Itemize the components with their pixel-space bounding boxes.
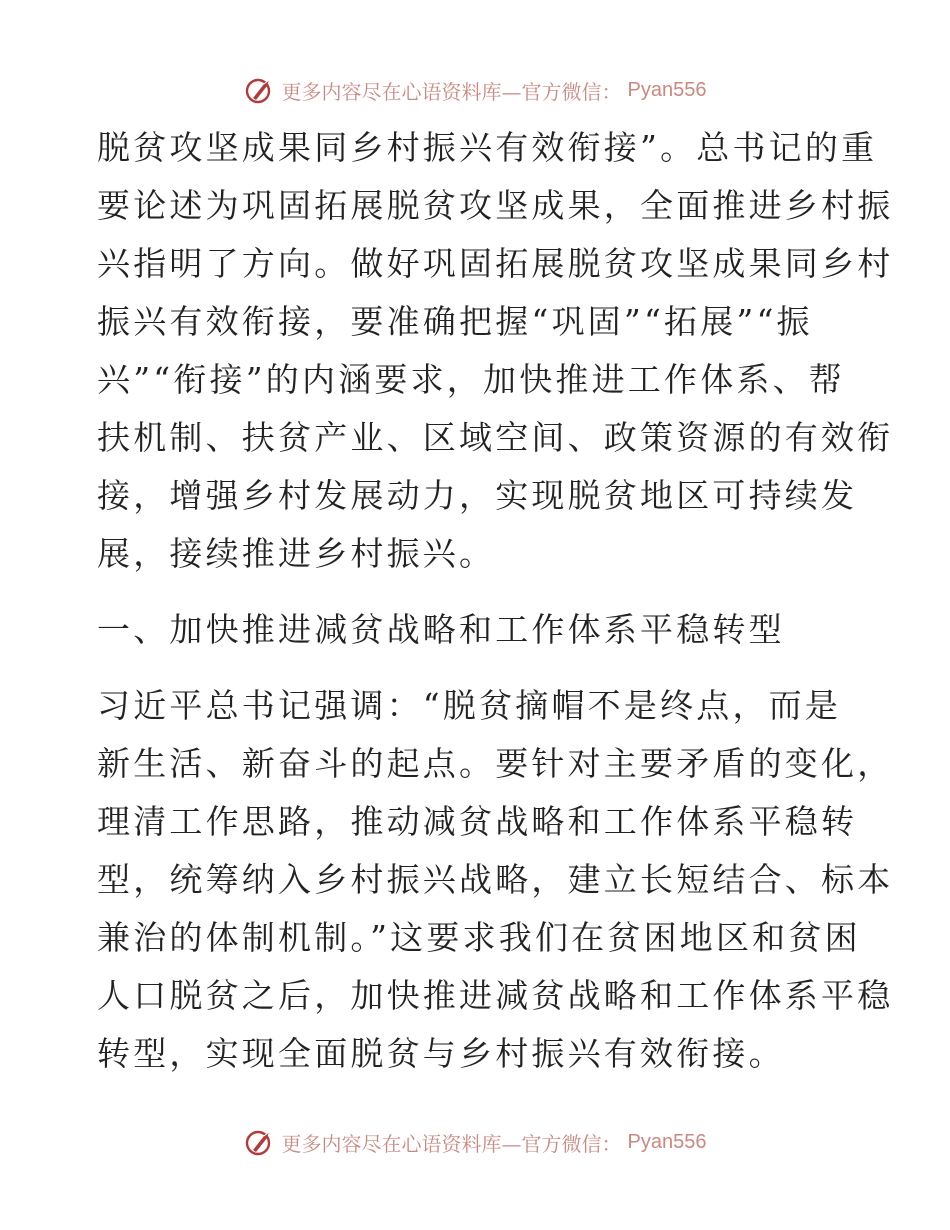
watermark-text: 更多内容尽在心语资料库—官方微信： [281,79,622,104]
paragraph-1-line-2: 要论述为巩固拓展脱贫攻坚成果，全面推进乡村振 [97,186,894,225]
paragraph-1-line-6: 扶机制、扶贫产业、区域空间、政策资源的有效衔 [97,418,894,457]
section-heading: 一、加快推进减贫战略和工作体系平稳转型 [97,610,785,649]
paragraph-2-line-1: 习近平总书记强调：“脱贫摘帽不是终点，而是 [97,686,842,725]
paragraph-2-line-4: 型，统筹纳入乡村振兴战略，建立长短结合、标本 [97,860,894,899]
watermark-wechat-id: Pyan556 [627,78,707,101]
paragraph-1-line-4: 振兴有效衔接，要准确把握“巩固”“拓展”“振 [97,302,813,341]
footer-watermark [0,1124,950,1160]
paragraph-2-line-7: 转型，实现全面脱贫与乡村振兴有效衔接。 [97,1034,785,1073]
paragraph-2-line-2: 新生活、新奋斗的起点。要针对主要矛盾的变化， [97,744,894,783]
paragraph-1-line-1: 脱贫攻坚成果同乡村振兴有效衔接”。总书记的重 [97,128,878,167]
paragraph-2-line-5: 兼治的体制机制。”这要求我们在贫困地区和贫困 [97,918,861,957]
paragraph-1-line-5: 兴”“衔接”的内涵要求，加快推进工作体系、帮 [97,360,846,399]
watermark-wechat-id: Pyan556 [627,1130,707,1153]
paragraph-1-line-8: 展，接续推进乡村振兴。 [97,534,496,573]
paragraph-1-line-7: 接，增强乡村发展动力，实现脱贫地区可持续发 [97,476,858,515]
header-watermark [0,72,950,108]
paragraph-2-line-6: 人口脱贫之后，加快推进减贫战略和工作体系平稳 [97,976,894,1015]
watermark-text: 更多内容尽在心语资料库—官方微信： [281,1131,622,1156]
pen-nib-logo-icon [244,1126,276,1158]
pen-nib-logo-icon [244,74,276,106]
paragraph-1-line-3: 兴指明了方向。做好巩固拓展脱贫攻坚成果同乡村 [97,244,894,283]
paragraph-2-line-3: 理清工作思路，推动减贫战略和工作体系平稳转 [97,802,858,841]
